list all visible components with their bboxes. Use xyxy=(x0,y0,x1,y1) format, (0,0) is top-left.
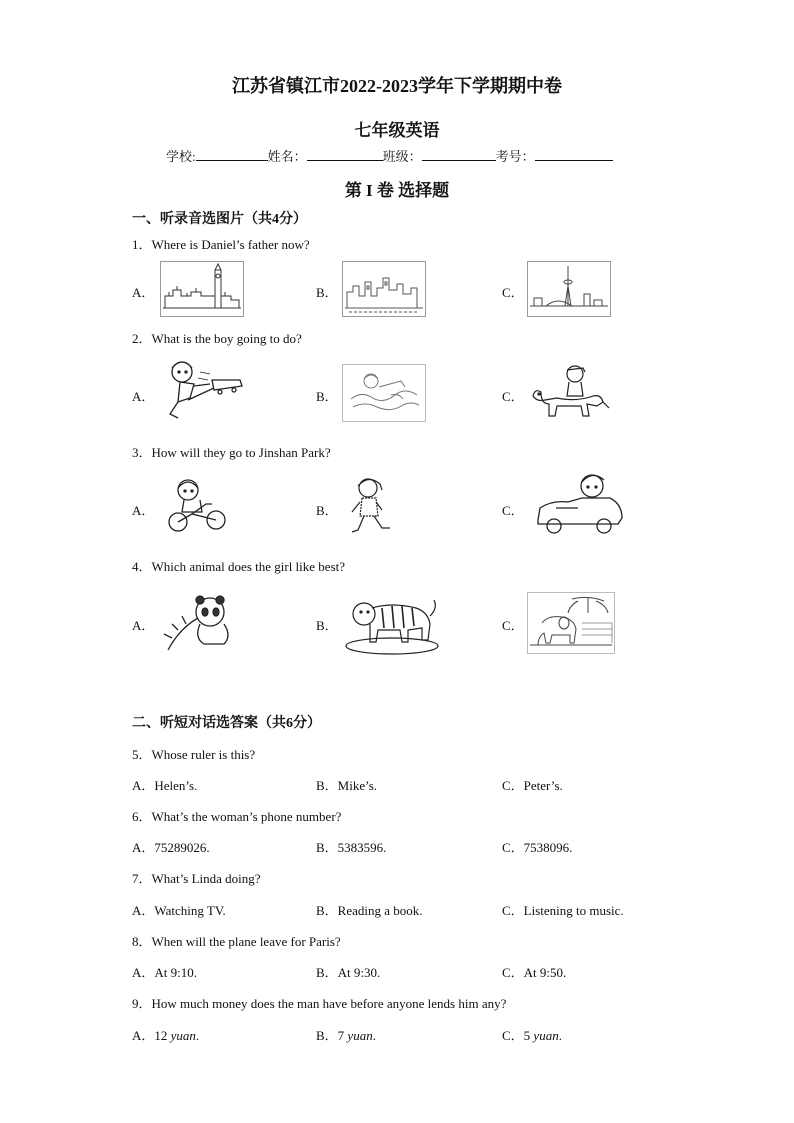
question-4: 4．Which animal does the girl like best? xyxy=(132,559,346,574)
class-label: 班级： xyxy=(382,149,422,164)
boy-in-car-icon[interactable] xyxy=(532,470,626,540)
question-1: 1．Where is Daniel’s father now? xyxy=(132,237,310,252)
part-title: 第 I 卷 选择题 xyxy=(344,181,450,200)
option-b[interactable]: B．Reading a book. xyxy=(316,903,423,918)
option-letter-b: B． xyxy=(316,503,338,518)
tower-skyline-icon[interactable] xyxy=(527,261,611,317)
option-letter-a: A． xyxy=(132,618,155,633)
school-blank[interactable] xyxy=(196,148,268,161)
option-a[interactable]: A．Helen’s. xyxy=(132,778,198,793)
option-a[interactable]: A．At 9:10. xyxy=(132,965,198,980)
question-9: 9．How much money does the man have before anyone lends him any? xyxy=(132,996,507,1011)
boy-cycling-icon[interactable] xyxy=(162,474,230,536)
name-label: 姓名： xyxy=(267,149,307,164)
option-c[interactable]: C．7538096. xyxy=(502,840,573,855)
city-skyline-icon[interactable] xyxy=(342,261,426,317)
option-b[interactable]: B．5383596. xyxy=(316,840,387,855)
option-letter-c: C． xyxy=(502,503,524,518)
question-8: 8．When will the plane leave for Paris? xyxy=(132,934,341,949)
question-7: 7．What’s Linda doing? xyxy=(132,871,261,886)
option-c[interactable]: C．5 yuan. xyxy=(502,1028,562,1043)
option-c[interactable]: C．At 9:50. xyxy=(502,965,567,980)
elephant-icon[interactable] xyxy=(527,592,615,654)
option-c[interactable]: C．Peter’s. xyxy=(502,778,563,793)
class-blank[interactable] xyxy=(422,148,496,161)
exam-no-label: 考号： xyxy=(495,149,535,164)
option-c[interactable]: C．Listening to music. xyxy=(502,903,624,918)
section-1-title: 一、听录音选图片（共4分） xyxy=(132,212,307,227)
option-letter-b: B． xyxy=(316,285,338,300)
question-2: 2．What is the boy going to do? xyxy=(132,331,302,346)
panda-icon[interactable] xyxy=(160,588,238,654)
boy-swimming-icon[interactable] xyxy=(342,364,426,422)
option-letter-b: B． xyxy=(316,389,338,404)
option-letter-c: C． xyxy=(502,389,524,404)
london-skyline-icon[interactable] xyxy=(160,261,244,317)
option-a[interactable]: A．12 yuan. xyxy=(132,1028,200,1043)
option-a[interactable]: A．Watching TV. xyxy=(132,903,226,918)
option-letter-a: A． xyxy=(132,389,155,404)
student-info-line xyxy=(166,146,613,165)
school-label: 学校: xyxy=(166,149,196,164)
question-5: 5．Whose ruler is this? xyxy=(132,747,256,762)
option-b[interactable]: B．At 9:30. xyxy=(316,965,381,980)
exam-no-blank[interactable] xyxy=(535,148,613,161)
option-letter-c: C． xyxy=(502,285,524,300)
option-b[interactable]: B．7 yuan. xyxy=(316,1028,376,1043)
boy-riding-horse-icon[interactable] xyxy=(527,362,611,424)
option-letter-a: A． xyxy=(132,285,155,300)
question-6: 6．What’s the woman’s phone number? xyxy=(132,809,342,824)
boy-skating-icon[interactable] xyxy=(160,358,256,426)
option-letter-c: C． xyxy=(502,618,524,633)
document-title: 江苏省镇江市2022-2023学年下学期期中卷 xyxy=(232,76,562,96)
name-blank[interactable] xyxy=(307,148,383,161)
document-subtitle: 七年级英语 xyxy=(354,121,440,140)
tiger-icon[interactable] xyxy=(342,590,442,656)
section-2-title: 二、听短对话选答案（共6分） xyxy=(132,716,321,731)
option-a[interactable]: A．75289026. xyxy=(132,840,210,855)
boy-walking-icon[interactable] xyxy=(342,474,398,536)
question-3: 3．How will they go to Jinshan Park? xyxy=(132,445,331,460)
option-letter-b: B． xyxy=(316,618,338,633)
option-b[interactable]: B．Mike’s. xyxy=(316,778,378,793)
option-letter-a: A． xyxy=(132,503,155,518)
